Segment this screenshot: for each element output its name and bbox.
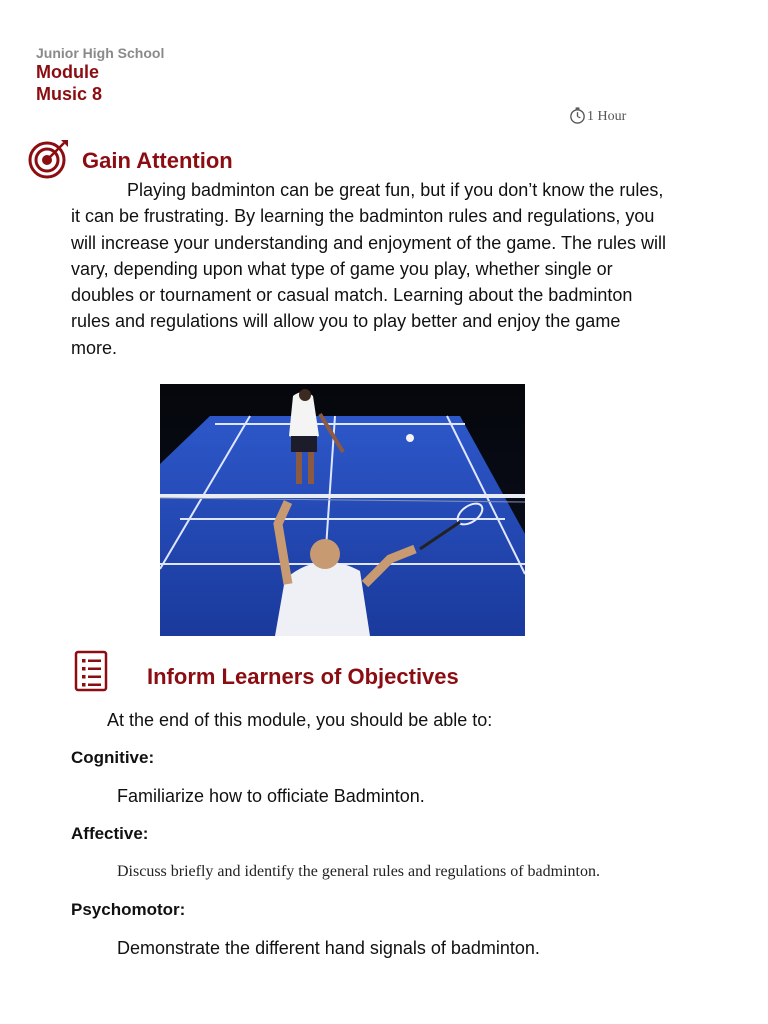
target-icon [28,138,70,180]
objectives-intro: At the end of this module, you should be able to: [107,710,493,730]
school-label: Junior High School [36,45,165,61]
affective-objective: Discuss briefly and identify the general rules and regulations of badminton. [117,863,600,880]
subject-label: Music 8 [36,84,103,104]
module-label: Module [36,62,99,82]
psychomotor-label: Psychomotor: [71,900,186,919]
gain-attention-heading: Gain Attention [82,148,233,173]
psychomotor-objective: Demonstrate the different hand signals of badminton. [117,938,540,958]
cognitive-label: Cognitive: [71,748,155,767]
stopwatch-icon [568,106,587,125]
duration-text: 1 Hour [587,109,627,124]
cognitive-objective: Familiarize how to officiate Badminton. [117,786,425,806]
duration [568,106,626,125]
affective-label: Affective: [71,824,149,843]
intro-paragraph [71,177,671,361]
badminton-photo [160,384,525,636]
checklist-icon [74,650,108,692]
intro-paragraph-text: Playing badminton can be great fun, but if you don’t know the rules, it can be frustrating. By learning the badminton rules and regulations, you will increase your understanding and enjoyment of the game. The rules will vary, depending upon what type of game you play, whether single or doubles or tournament or casual match. Learning about the badminton rules and regulations will allow you to play better and enjoy the game more. [71,180,666,358]
objectives-heading: Inform Learners of Objectives [147,664,459,689]
